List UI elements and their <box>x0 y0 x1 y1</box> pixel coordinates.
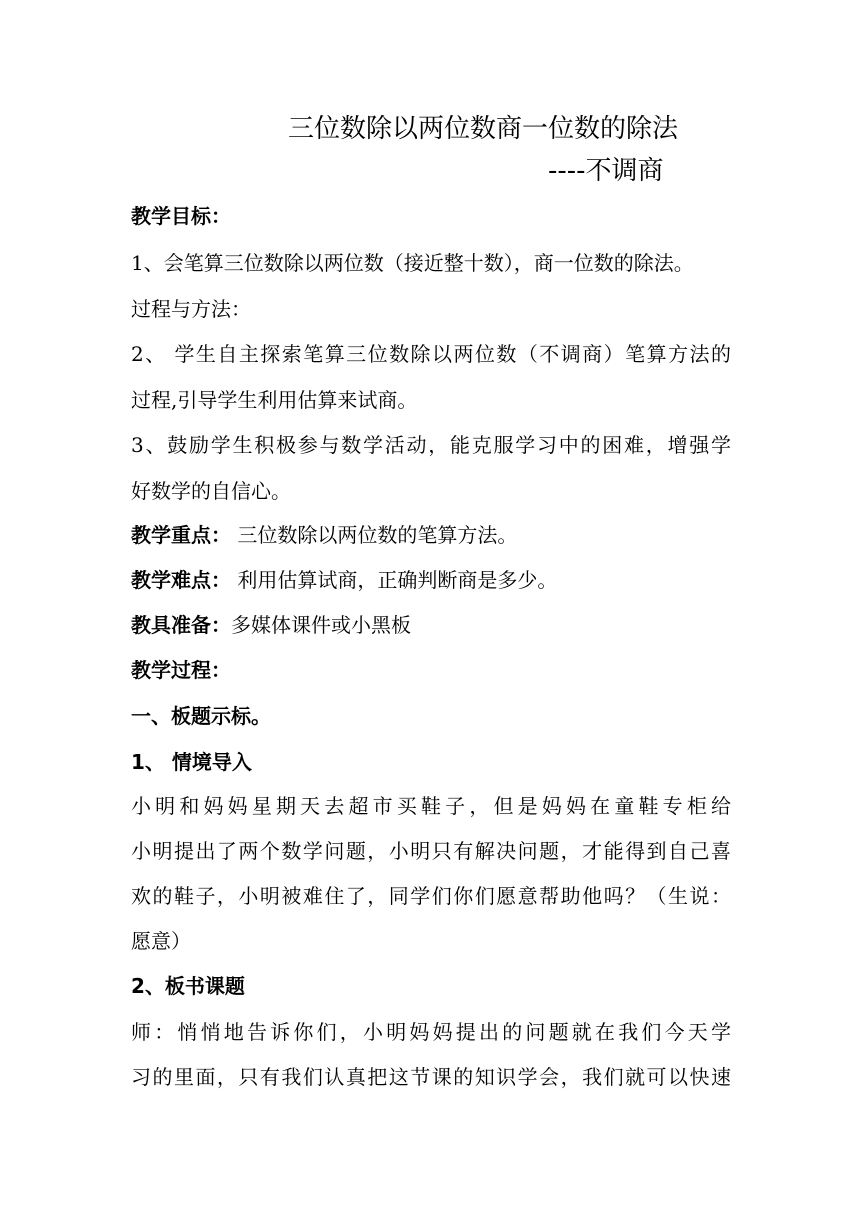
process-method-label: 过程与方法： <box>131 297 251 321</box>
difficulty-row <box>131 566 557 594</box>
objective-2-line-1: 2、 学生自主探索笔算三位数除以两位数（不调商）笔算方法的 <box>131 342 731 366</box>
section-1-heading: 一、板题示标。 <box>131 704 271 728</box>
key-point-row <box>131 521 517 549</box>
paragraph-1-line-2: 小明提出了两个数学问题，小明只有解决问题，才能得到自己喜 <box>131 839 731 863</box>
key-point-text: 三位数除以两位数的笔算方法。 <box>231 523 518 547</box>
document-subtitle: ----不调商 <box>548 156 664 186</box>
paragraph-1-line-3: 欢的鞋子，小明被难住了，同学们你们愿意帮助他吗？（生说： <box>131 884 731 908</box>
objective-3-line-1: 3、鼓励学生积极参与数学活动，能克服学习中的困难，增强学 <box>131 433 731 457</box>
difficulty-label: 教学难点： <box>131 568 231 592</box>
document-title: 三位数除以两位数商一位数的除法 <box>288 114 679 144</box>
item-2-heading: 2、板书课题 <box>131 974 245 998</box>
objective-1: 1、会笔算三位数除以两位数（接近整十数），商一位数的除法。 <box>131 251 694 275</box>
process-heading: 教学过程： <box>131 658 231 682</box>
paragraph-1-line-1: 小明和妈妈星期天去超市买鞋子，但是妈妈在童鞋专柜给 <box>131 794 731 818</box>
tools-text: 多媒体课件或小黑板 <box>231 613 411 637</box>
difficulty-text: 利用估算试商，正确判断商是多少。 <box>231 568 558 592</box>
objective-3-line-2: 好数学的自信心。 <box>131 479 291 503</box>
key-point-label: 教学重点： <box>131 523 231 547</box>
paragraph-2-line-2: 习的里面，只有我们认真把这节课的知识学会，我们就可以快速 <box>131 1065 731 1089</box>
tools-row <box>131 611 411 639</box>
objective-2-line-2: 过程,引导学生利用估算来试商。 <box>131 388 418 412</box>
objectives-heading: 教学目标： <box>131 204 231 228</box>
item-1-heading: 1、 情境导入 <box>131 750 252 774</box>
paragraph-2-line-1: 师：悄悄地告诉你们，小明妈妈提出的问题就在我们今天学 <box>131 1020 731 1044</box>
paragraph-1-line-4: 愿意） <box>131 929 191 953</box>
tools-label: 教具准备： <box>131 613 231 637</box>
